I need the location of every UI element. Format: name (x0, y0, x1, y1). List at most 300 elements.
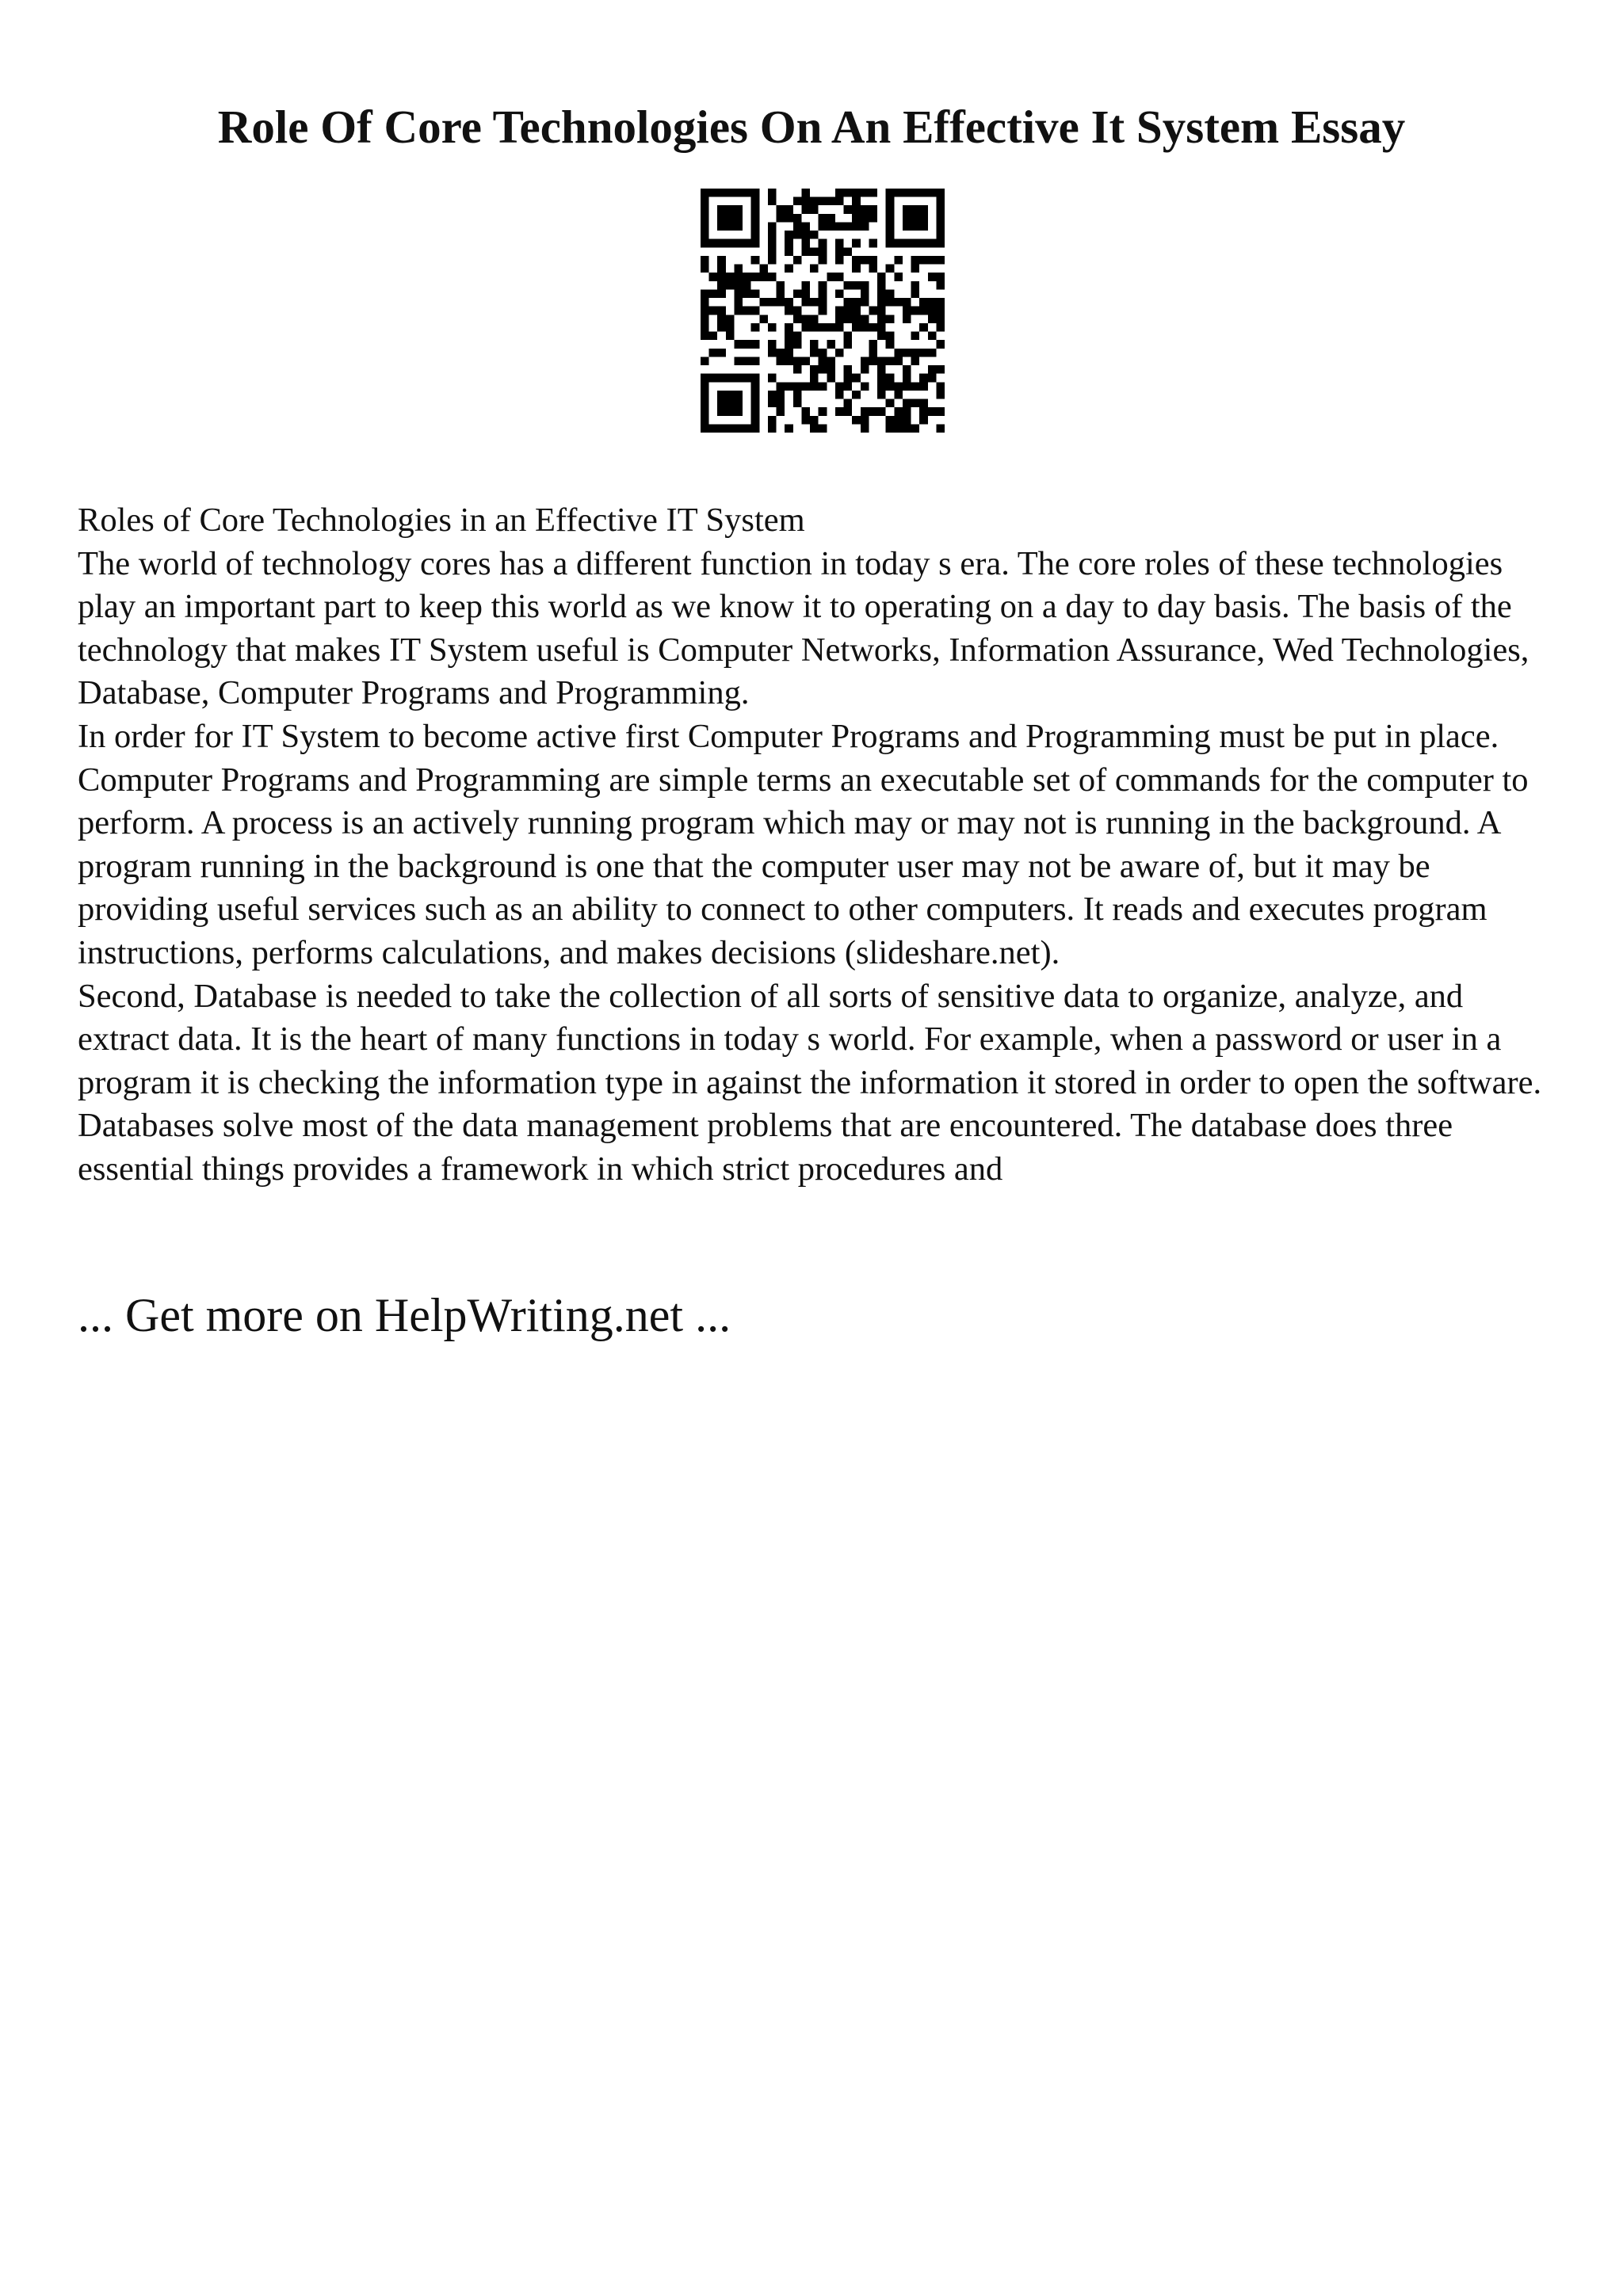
qr-module (709, 273, 718, 281)
essay-paragraph-1: The world of technology cores has a different function in today s era. The core roles of these technologies play an important part to keep this world as we know it to operating on a day to day basis. The basis of the technology that makes IT System useful is Computer Networks, Information Assurance, Wed Technologies, Database, Computer Programs and Programming. (78, 544, 1529, 712)
qr-module (894, 416, 903, 425)
qr-module (709, 239, 718, 248)
qr-module (911, 189, 920, 197)
qr-module (726, 424, 735, 433)
qr-module (768, 340, 777, 349)
qr-module (734, 374, 743, 383)
qr-module (819, 197, 827, 206)
qr-module (844, 399, 853, 408)
qr-module (819, 365, 827, 374)
qr-module (894, 382, 903, 391)
qr-module (869, 239, 877, 248)
qr-module (835, 197, 844, 206)
qr-module (877, 281, 886, 290)
qr-module (768, 273, 777, 281)
qr-module (801, 357, 810, 365)
qr-module (861, 205, 869, 214)
qr-module (852, 239, 861, 248)
qr-module (785, 323, 793, 332)
qr-module (785, 424, 793, 433)
qr-module (886, 205, 895, 214)
qr-module (819, 247, 827, 256)
qr-module (911, 424, 920, 433)
qr-module (861, 407, 869, 416)
qr-module (726, 323, 735, 332)
qr-module (810, 323, 819, 332)
qr-module (726, 281, 735, 290)
qr-module (911, 349, 920, 357)
qr-module (717, 239, 726, 248)
qr-module (701, 239, 709, 248)
qr-module (785, 247, 793, 256)
qr-module (886, 332, 895, 341)
qr-module (810, 265, 819, 273)
qr-module (717, 189, 726, 197)
qr-module (835, 323, 844, 332)
qr-module (785, 265, 793, 273)
qr-module (869, 349, 877, 357)
qr-module (827, 357, 835, 365)
qr-module (869, 189, 877, 197)
qr-module (734, 273, 743, 281)
qr-module (810, 197, 819, 206)
qr-module (852, 265, 861, 273)
qr-module (810, 298, 819, 307)
qr-module (903, 315, 911, 323)
qr-module (801, 407, 810, 416)
qr-module (886, 222, 895, 231)
qr-module (777, 349, 785, 357)
qr-module (894, 357, 903, 365)
qr-module (827, 365, 835, 374)
qr-module (785, 332, 793, 341)
qr-module (701, 298, 709, 307)
qr-module (726, 374, 735, 383)
qr-module (919, 307, 928, 315)
qr-module (768, 222, 777, 231)
qr-module (819, 298, 827, 307)
qr-module (869, 256, 877, 265)
qr-module (886, 374, 895, 383)
qr-module (936, 340, 945, 349)
qr-module (903, 416, 911, 425)
qr-module (844, 307, 853, 315)
qr-module (785, 239, 793, 248)
qr-module (869, 205, 877, 214)
qr-module (709, 374, 718, 383)
qr-module (701, 265, 709, 273)
qr-module (768, 189, 777, 197)
qr-module (827, 340, 835, 349)
qr-module (886, 214, 895, 223)
qr-module (903, 374, 911, 383)
qr-module (810, 382, 819, 391)
qr-module (751, 340, 760, 349)
qr-module (911, 239, 920, 248)
qr-module (717, 222, 726, 231)
qr-module (852, 416, 861, 425)
qr-module (726, 273, 735, 281)
qr-module (793, 382, 802, 391)
qr-module (877, 307, 886, 315)
qr-module (751, 231, 760, 239)
qr-module (911, 332, 920, 341)
qr-module (768, 424, 777, 433)
qr-module (768, 247, 777, 256)
qr-module (903, 307, 911, 315)
qr-module (793, 357, 802, 365)
qr-module (835, 273, 844, 281)
qr-module (743, 189, 751, 197)
qr-module (793, 197, 802, 206)
qr-module (886, 197, 895, 206)
qr-module (928, 332, 937, 341)
qr-module (936, 424, 945, 433)
qr-module (726, 391, 735, 399)
qr-module (709, 189, 718, 197)
qr-module (810, 231, 819, 239)
qr-module (751, 323, 760, 332)
qr-module (701, 256, 709, 265)
qr-module (844, 281, 853, 290)
qr-module (793, 214, 802, 223)
qr-module (717, 349, 726, 357)
qr-module (928, 374, 937, 383)
qr-module (911, 281, 920, 290)
qr-module (810, 424, 819, 433)
qr-module (768, 298, 777, 307)
qr-module (911, 205, 920, 214)
qr-module (928, 298, 937, 307)
qr-module (928, 407, 937, 416)
qr-module (819, 214, 827, 223)
qr-module (903, 365, 911, 374)
qr-module (827, 273, 835, 281)
qr-module (936, 407, 945, 416)
qr-module (852, 197, 861, 206)
qr-module (903, 222, 911, 231)
qr-module (777, 391, 785, 399)
qr-module (869, 307, 877, 315)
qr-module (835, 222, 844, 231)
qr-module (701, 214, 709, 223)
qr-module (894, 239, 903, 248)
qr-module (852, 205, 861, 214)
qr-module (911, 357, 920, 365)
qr-module (751, 205, 760, 214)
qr-module (928, 349, 937, 357)
qr-module (861, 189, 869, 197)
qr-module (743, 289, 751, 298)
qr-module (801, 205, 810, 214)
qr-module (877, 365, 886, 374)
qr-module (751, 407, 760, 416)
qr-module (819, 239, 827, 248)
qr-module (877, 332, 886, 341)
qr-module (919, 239, 928, 248)
qr-module (869, 265, 877, 273)
qr-module (928, 365, 937, 374)
qr-module (777, 214, 785, 223)
qr-module (861, 222, 869, 231)
qr-module (709, 289, 718, 298)
qr-module (936, 189, 945, 197)
qr-module (877, 273, 886, 281)
qr-module (785, 205, 793, 214)
qr-module (734, 239, 743, 248)
qr-module (903, 424, 911, 433)
qr-module (801, 197, 810, 206)
qr-module (726, 315, 735, 323)
qr-module (861, 298, 869, 307)
qr-module (928, 307, 937, 315)
qr-module (810, 374, 819, 383)
qr-module (936, 273, 945, 281)
qr-module (751, 289, 760, 298)
qr-module (911, 307, 920, 315)
qr-module (903, 205, 911, 214)
qr-module (709, 307, 718, 315)
qr-module (819, 357, 827, 365)
qr-module (861, 323, 869, 332)
qr-module (768, 391, 777, 399)
qr-module (768, 416, 777, 425)
qr-module (717, 214, 726, 223)
qr-module (785, 357, 793, 365)
qr-module (701, 307, 709, 315)
qr-module (717, 374, 726, 383)
qr-module (936, 214, 945, 223)
qr-module (919, 382, 928, 391)
qr-module (886, 340, 895, 349)
qr-module (844, 315, 853, 323)
qr-module (726, 407, 735, 416)
qr-module (734, 298, 743, 307)
qr-module (743, 273, 751, 281)
qr-module (793, 399, 802, 408)
qr-module (777, 382, 785, 391)
qr-module (894, 298, 903, 307)
qr-module (919, 407, 928, 416)
qr-module (869, 357, 877, 365)
qr-module (919, 205, 928, 214)
qr-module (785, 382, 793, 391)
qr-module (701, 357, 709, 365)
qr-module (886, 231, 895, 239)
qr-module (734, 357, 743, 365)
qr-module (844, 374, 853, 383)
qr-module (793, 315, 802, 323)
qr-module (903, 214, 911, 223)
qr-module (751, 399, 760, 408)
qr-module (734, 289, 743, 298)
qr-module (793, 256, 802, 265)
qr-module (743, 424, 751, 433)
qr-module (777, 399, 785, 408)
qr-module (919, 416, 928, 425)
qr-module (852, 323, 861, 332)
qr-module (726, 214, 735, 223)
qr-module (835, 382, 844, 391)
qr-module (835, 247, 844, 256)
qr-module (751, 273, 760, 281)
qr-module (911, 214, 920, 223)
qr-module (844, 298, 853, 307)
qr-module (844, 189, 853, 197)
qr-module (734, 205, 743, 214)
qr-module (852, 374, 861, 383)
qr-module (726, 189, 735, 197)
qr-module (852, 298, 861, 307)
qr-module (886, 298, 895, 307)
qr-module (835, 189, 844, 197)
qr-module (717, 399, 726, 408)
qr-module (928, 315, 937, 323)
qr-module (852, 256, 861, 265)
qr-module (861, 289, 869, 298)
qr-module (936, 222, 945, 231)
qr-module (801, 189, 810, 197)
qr-module (768, 239, 777, 248)
qr-module (734, 265, 743, 273)
qr-module (835, 407, 844, 416)
qr-module (701, 189, 709, 197)
qr-module (743, 281, 751, 290)
qr-module (801, 281, 810, 290)
qr-module (928, 189, 937, 197)
qr-module (827, 323, 835, 332)
qr-module (861, 382, 869, 391)
qr-module (793, 365, 802, 374)
qr-module (894, 189, 903, 197)
qr-module (835, 391, 844, 399)
qr-module (751, 239, 760, 248)
qr-module (768, 374, 777, 383)
qr-module (751, 222, 760, 231)
qr-module (919, 374, 928, 383)
qr-module (717, 307, 726, 315)
qr-module (861, 416, 869, 425)
qr-module (844, 205, 853, 214)
qr-module (743, 357, 751, 365)
essay-body (78, 499, 1560, 1192)
qr-module (734, 222, 743, 231)
qr-module (861, 365, 869, 374)
qr-module (911, 399, 920, 408)
qr-module (903, 349, 911, 357)
qr-module (701, 315, 709, 323)
qr-module (810, 416, 819, 425)
qr-module (903, 298, 911, 307)
qr-module (903, 239, 911, 248)
qr-module (894, 256, 903, 265)
qr-module (768, 231, 777, 239)
qr-module (852, 315, 861, 323)
qr-module (869, 407, 877, 416)
qr-module (919, 298, 928, 307)
qr-module (734, 407, 743, 416)
qr-module (759, 298, 768, 307)
essay-paragraph-3: Second, Database is needed to take the collection of all sorts of sensitive data to organize, analyze, and extract data. It is the heart of many functions in today s world. For example, when a password or user in a program it is checking the information type in against the information it stored in order to open the software. Databases solve most of the data management problems that are encountered. The database does three essential things provides a framework in which strict procedures and (78, 977, 1542, 1188)
qr-module (936, 391, 945, 399)
qr-module (793, 222, 802, 231)
qr-module (894, 407, 903, 416)
qr-module (801, 239, 810, 248)
qr-module (726, 332, 735, 341)
qr-module (844, 365, 853, 374)
qr-module (717, 407, 726, 416)
qr-module (785, 231, 793, 239)
qr-module (894, 391, 903, 399)
qr-module (919, 256, 928, 265)
qr-module (852, 214, 861, 223)
qr-module (877, 289, 886, 298)
qr-module (717, 256, 726, 265)
qr-module (835, 307, 844, 315)
essay-heading: Roles of Core Technologies in an Effective IT System (78, 502, 805, 539)
qr-module (819, 222, 827, 231)
qr-module (777, 281, 785, 290)
qr-module (886, 416, 895, 425)
qr-module (936, 256, 945, 265)
qr-module (810, 340, 819, 349)
qr-module (819, 307, 827, 315)
qr-module (751, 424, 760, 433)
qr-module (886, 189, 895, 197)
qr-module (844, 340, 853, 349)
qr-module (734, 214, 743, 223)
qr-module (701, 382, 709, 391)
qr-module (936, 298, 945, 307)
qr-module (701, 222, 709, 231)
qr-module (886, 239, 895, 248)
qr-module (936, 197, 945, 206)
qr-module (734, 189, 743, 197)
qr-module (819, 424, 827, 433)
qr-module (701, 416, 709, 425)
qr-module (785, 298, 793, 307)
qr-module (877, 298, 886, 307)
qr-module (777, 298, 785, 307)
qr-module (919, 399, 928, 408)
document-title: Role Of Core Technologies On An Effective It System Essay (217, 101, 1406, 153)
qr-module (777, 407, 785, 416)
qr-module (785, 307, 793, 315)
qr-module (827, 214, 835, 223)
qr-module (919, 323, 928, 332)
qr-module (886, 265, 895, 273)
qr-module (759, 315, 768, 323)
qr-module (717, 205, 726, 214)
qr-module (844, 247, 853, 256)
qr-module (751, 357, 760, 365)
qr-module (717, 289, 726, 298)
qr-module (894, 273, 903, 281)
qr-module (777, 357, 785, 365)
qr-module (877, 391, 886, 399)
qr-module (743, 307, 751, 315)
qr-module (835, 315, 844, 323)
qr-module (852, 189, 861, 197)
qr-module (919, 214, 928, 223)
qr-module (827, 374, 835, 383)
get-more-link[interactable]: ... Get more on HelpWriting.net ... (78, 1289, 731, 1341)
qr-module (743, 340, 751, 349)
qr-module (936, 323, 945, 332)
essay-paragraph-2: In order for IT System to become active first Computer Programs and Programming must be put in place. Computer Programs and Programming are simple terms an executable set of commands for the computer to perform. A process is an actively running program which may or may not is running in the background. A program running in the background is one that the computer user may not be aware of, but it may be providing useful services such as an ability to connect to other computers. It reads and executes program instructions, performs calculations, and makes decisions (slideshare.net). (78, 717, 1529, 971)
qr-module (869, 340, 877, 349)
qr-module (886, 399, 895, 408)
